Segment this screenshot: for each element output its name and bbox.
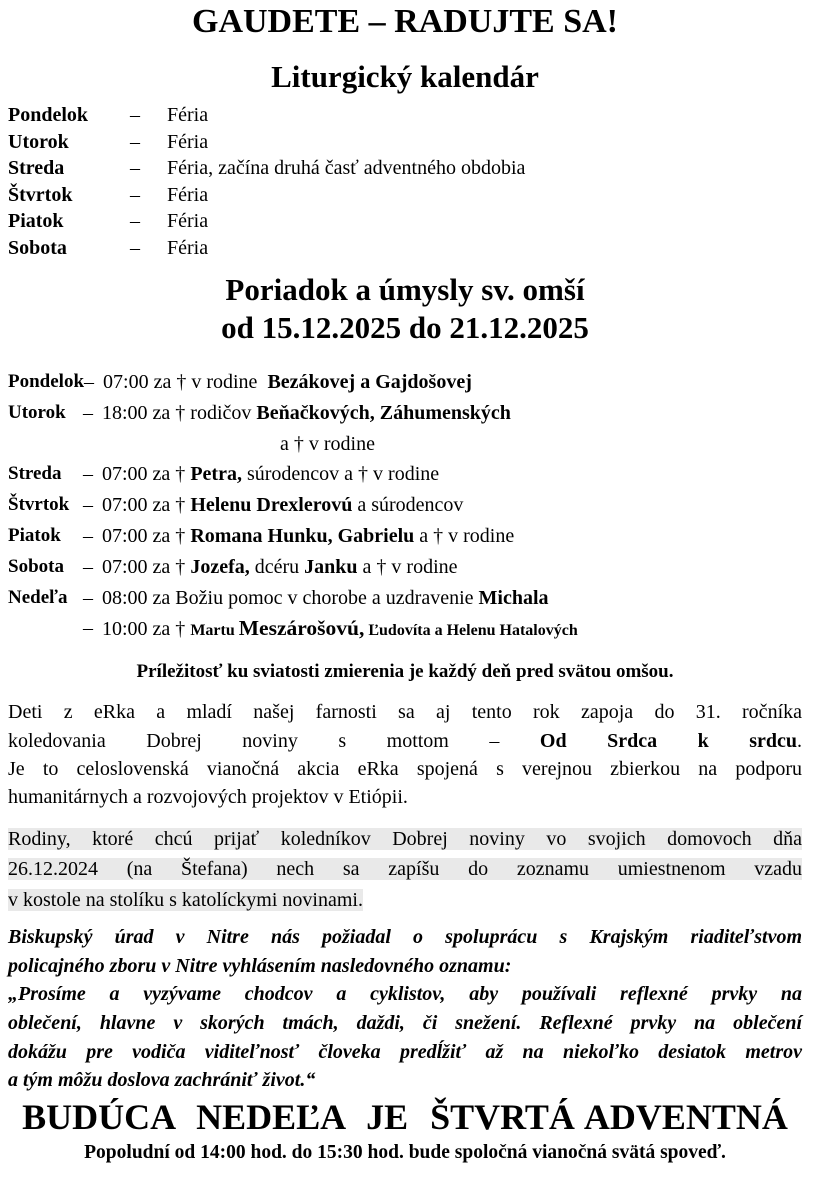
text-segment: 10:00 za † <box>102 618 191 641</box>
text-segment: 07:00 za † <box>102 494 191 517</box>
text-segment: Féria, začína druhá časť adventného obdobia <box>167 157 526 179</box>
text-segment: policajného zboru v Nitre vyhlásením nasledovného oznamu: <box>8 954 512 977</box>
day-label <box>8 429 83 460</box>
text-segment: Féria <box>167 236 209 259</box>
text-segment: a súrodencov <box>352 494 464 517</box>
mass-intention-row <box>8 521 802 552</box>
day-label: Štvrtok <box>8 494 70 516</box>
text-segment: Beňačkových, Záhumenských <box>256 401 511 424</box>
highlighted-text <box>8 858 802 880</box>
paragraph-line <box>8 1009 802 1038</box>
text-segment: koledovania Dobrej noviny s mottom – <box>8 729 540 752</box>
dash-separator: – <box>130 130 140 153</box>
day-label: Utorok <box>8 130 69 153</box>
dash-separator: – <box>130 236 140 259</box>
row-text <box>102 552 802 583</box>
dash-separator <box>83 429 102 460</box>
dash-separator: – <box>83 494 93 517</box>
text-segment: 07:00 za † <box>102 524 191 547</box>
paragraph-line <box>8 952 802 981</box>
day-label: Utorok <box>8 401 66 423</box>
next-sunday-announcement: BUDÚCA NEDEĽA JE ŠTVRTÁ ADVENTNÁ <box>22 1096 788 1137</box>
row-text <box>167 155 802 182</box>
paragraph-line <box>8 923 802 952</box>
text-segment: Féria <box>167 104 209 126</box>
dash-separator: – <box>84 371 95 393</box>
row-text <box>167 102 802 129</box>
row-text <box>102 521 802 552</box>
erka-paragraph <box>8 698 802 812</box>
paragraph-line <box>8 980 802 1009</box>
text-segment: 07:00 za † v rodine <box>103 371 268 393</box>
mass-intention-row <box>8 552 802 583</box>
day-label: Sobota <box>8 555 64 577</box>
text-segment: 18:00 za † rodičov <box>102 401 257 424</box>
text-segment: Martu <box>190 622 239 640</box>
paragraph-line <box>8 824 802 855</box>
text-segment: Ľudovíta a Helenu Hatalových <box>364 622 578 640</box>
confession-note: Príležitosť ku sviatosti zmierenia je každý deň pred svätou omšou. <box>136 661 674 683</box>
mass-intention-row <box>8 613 802 647</box>
text-segment: Bezákovej a Gajdošovej <box>267 371 472 393</box>
row-text <box>167 235 802 262</box>
text-segment: Michala <box>478 586 549 609</box>
text-segment: Od Srdca k srdcu <box>539 729 797 752</box>
text-segment: a † v rodine <box>414 524 515 547</box>
text-segment: Deti z eRka a mladí našej farnosti sa aj tento rok zapoja do 31. ročníka <box>8 701 802 724</box>
mass-intention-row <box>8 459 802 490</box>
page-title: GAUDETE – RADUJTE SA! <box>192 3 618 40</box>
mass-intention-row <box>8 583 802 614</box>
text-segment: Meszárošovú, <box>238 616 365 641</box>
text-segment: dcéru <box>249 555 305 578</box>
text-segment: a † v rodine <box>280 432 375 455</box>
text-segment: Féria <box>167 183 209 206</box>
row-text <box>102 613 802 647</box>
text-segment: Petra, <box>190 463 242 486</box>
calendar-row <box>8 129 802 156</box>
text-segment: Helenu Drexlerovú <box>190 494 353 517</box>
day-label: Piatok <box>8 210 64 232</box>
dash-separator: – <box>83 555 93 578</box>
row-text <box>167 182 802 209</box>
text-segment: 08:00 za Božiu pomoc v chorobe a uzdravenie <box>102 586 479 609</box>
row-text <box>102 459 802 490</box>
text-segment: Romana Hunku, Gabrielu <box>190 524 415 547</box>
paragraph-line <box>8 854 802 885</box>
mass-intention-row <box>8 490 802 521</box>
mass-intention-row <box>8 398 802 429</box>
calendar-row <box>8 155 802 182</box>
dash-separator: – <box>83 524 93 547</box>
day-label: Nedeľa <box>8 586 68 608</box>
paragraph-line <box>8 755 802 783</box>
mass-intention-row <box>8 429 802 460</box>
text-segment: Janku <box>304 555 358 578</box>
dash-separator: – <box>130 104 140 126</box>
text-segment: humanitárnych a rozvojových projektov v Etiópii. <box>8 786 408 809</box>
calendar-row <box>8 208 802 235</box>
paragraph-line <box>8 1038 802 1067</box>
liturgical-calendar-list <box>8 102 802 261</box>
mass-schedule-title <box>8 271 802 347</box>
day-label: Pondelok <box>8 371 85 392</box>
day-label: Piatok <box>8 524 61 546</box>
dash-separator: – <box>130 183 140 206</box>
text-segment: a † v rodine <box>357 555 458 578</box>
day-label: Streda <box>8 157 65 179</box>
confession-schedule-note: Popoludní od 14:00 hod. do 15:30 hod. bude spoločná vianočná svätá spoveď. <box>84 1141 726 1163</box>
row-text <box>167 129 802 156</box>
text-segment: v kostole na stolíku s katolíckymi novinami. <box>8 888 363 911</box>
row-text <box>103 367 802 398</box>
text-segment: Rodiny, ktoré chcú prijať koledníkov Dobrej noviny vo svojich domovoch dňa <box>8 827 802 850</box>
text-segment: Féria <box>167 130 209 153</box>
dash-separator: – <box>83 617 93 640</box>
text-segment: „Prosíme a vyzývame chodcov a cyklistov, aby používali reflexné prvky na <box>8 983 802 1006</box>
text-segment: súrodencov a † v rodine <box>241 463 440 486</box>
day-label: Pondelok <box>8 104 89 126</box>
calendar-row <box>8 102 802 129</box>
rodiny-paragraph <box>8 824 802 916</box>
mass-schedule-list <box>8 367 802 647</box>
day-label <box>8 613 83 647</box>
text-segment: 07:00 za † <box>102 555 191 578</box>
paragraph-line <box>8 1066 802 1095</box>
dash-separator: – <box>83 401 93 424</box>
mass-schedule-title-line1: Poriadok a úmysly sv. omší <box>225 272 585 307</box>
day-label: Štvrtok <box>8 183 73 206</box>
dash-separator: – <box>130 157 140 179</box>
highlighted-text <box>8 889 363 911</box>
text-segment: Jozefa, <box>190 555 250 578</box>
text-segment: a tým môžu doslova zachrániť život.“ <box>8 1069 316 1092</box>
calendar-row <box>8 182 802 209</box>
mass-schedule-title-line2: od 15.12.2025 do 21.12.2025 <box>221 310 589 345</box>
row-text <box>102 429 802 460</box>
text-segment: Biskupský úrad v Nitre nás požiadal o spoluprácu s Krajským riaditeľstvom <box>8 926 802 949</box>
paragraph-line <box>8 885 802 916</box>
text-segment: . <box>797 729 802 752</box>
day-label: Sobota <box>8 236 67 259</box>
row-text <box>102 398 802 429</box>
highlighted-text <box>8 828 802 850</box>
text-segment: 07:00 za † <box>102 463 191 486</box>
day-label: Streda <box>8 463 62 485</box>
dash-separator: – <box>83 463 93 486</box>
paragraph-line <box>8 727 802 755</box>
row-text <box>102 490 802 521</box>
liturgical-calendar-title: Liturgický kalendár <box>271 59 539 94</box>
mass-intention-row <box>8 367 802 398</box>
paragraph-line <box>8 783 802 811</box>
dash-separator: – <box>130 210 140 232</box>
text-segment: dokážu pre vodiča viditeľnosť človeka predĺžiť až na niekoľko desiatok metrov <box>8 1040 802 1063</box>
text-segment: Féria <box>167 210 209 232</box>
calendar-row <box>8 235 802 262</box>
text-segment: Je to celoslovenská vianočná akcia eRka spojená s verejnou zbierkou na podporu <box>8 757 802 780</box>
paragraph-line <box>8 698 802 726</box>
row-text <box>102 583 802 614</box>
dash-separator: – <box>83 586 93 609</box>
text-segment: oblečení, hlavne v skorých tmách, daždi, či snežení. Reflexné prvky na oblečení <box>8 1012 802 1035</box>
row-text <box>167 208 802 235</box>
police-announcement-paragraph <box>8 923 802 1095</box>
text-segment: 26.12.2024 (na Štefana) nech sa zapíšu do zoznamu umiestnenom vzadu <box>8 858 802 881</box>
